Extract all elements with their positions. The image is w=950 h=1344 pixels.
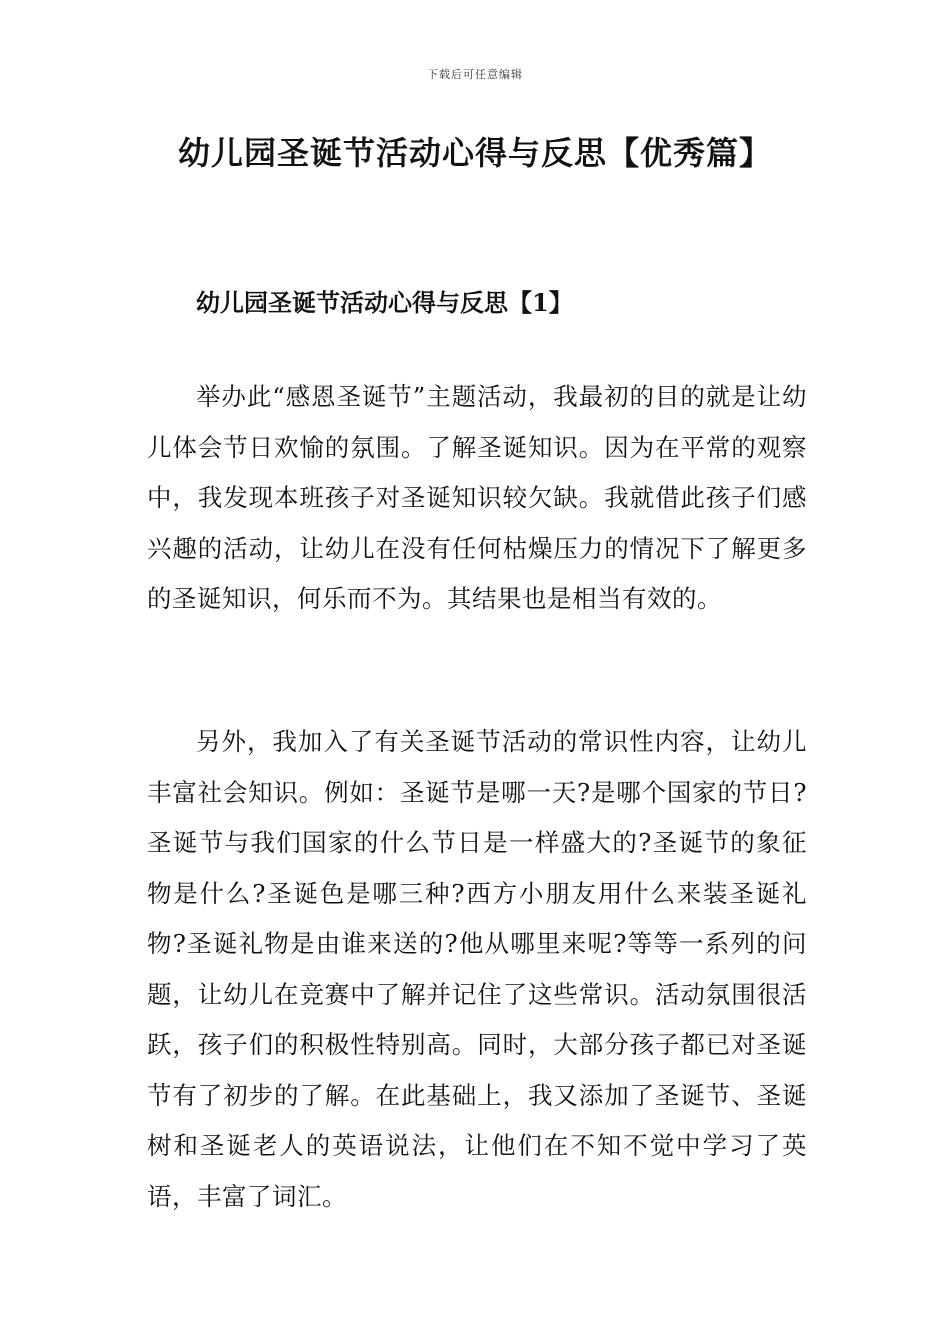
section-heading: 幼儿园圣诞节活动心得与反思【1】	[196, 288, 573, 317]
body-paragraph-2: 另外，我加入了有关圣诞节活动的常识性内容，让幼儿丰富社会知识。例如：圣诞节是哪一天?是哪个国家的节日?圣诞节与我们国家的什么节日是一样盛大的?圣诞节的象征物是什么?圣诞色是哪三种?西方小朋友用什么来装圣诞礼物?圣诞礼物是由谁来送的?他从哪里来呢?等等一系列的问题，让幼儿在竞赛中了解并记住了这些常识。活动氛围很活跃，孩子们的积极性特别高。同时，大部分孩子都已对圣诞节有了初步的了解。在此基础上，我又添加了圣诞节、圣诞树和圣诞老人的英语说法，让他们在不知不觉中学习了英语，丰富了词汇。	[147, 727, 807, 1211]
document-title: 幼儿园圣诞节活动心得与反思【优秀篇】	[177, 134, 772, 172]
header-note: 下载后可任意编辑	[427, 68, 523, 81]
body-paragraph-1: 举办此“感恩圣诞节”主题活动，我最初的目的就是让幼儿体会节日欢愉的氛围。了解圣诞知识。因为在平常的观察中，我发现本班孩子对圣诞知识较欠缺。我就借此孩子们感兴趣的活动，让幼儿在没有任何枯燥压力的情况下了解更多的圣诞知识，何乐而不为。其结果也是相当有效的。	[147, 382, 807, 613]
